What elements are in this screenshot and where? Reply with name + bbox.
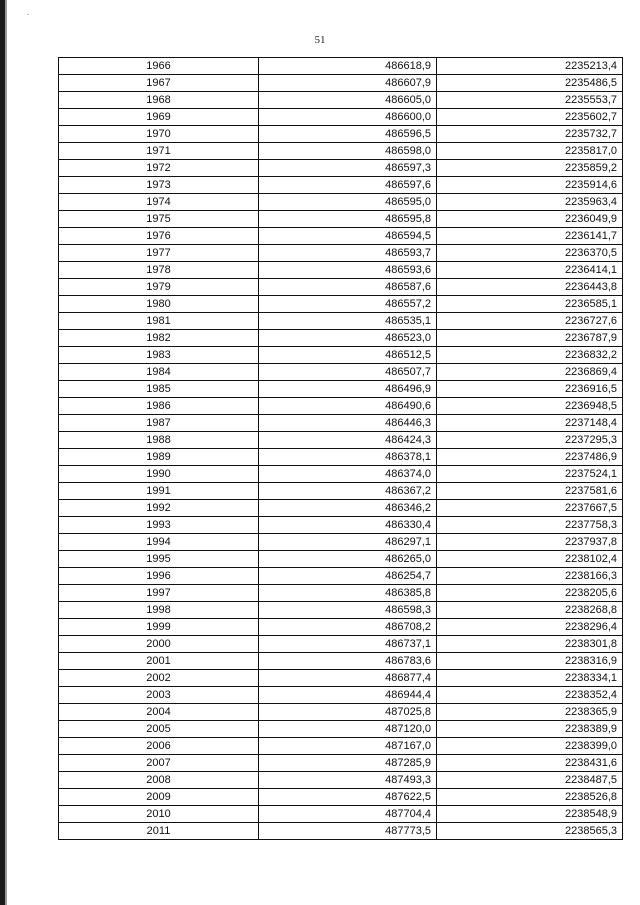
year-cell: 1987 <box>59 415 259 432</box>
table-row <box>59 381 623 398</box>
table-row <box>59 789 623 806</box>
value-b-cell: 2235486,5 <box>437 75 623 92</box>
year-cell: 2002 <box>59 670 259 687</box>
value-a-cell: 486597,3 <box>259 160 437 177</box>
table-row <box>59 704 623 721</box>
year-cell: 1992 <box>59 500 259 517</box>
year-cell: 1993 <box>59 517 259 534</box>
value-a-cell: 486877,4 <box>259 670 437 687</box>
value-b-cell: 2238268,8 <box>437 602 623 619</box>
value-a-cell: 486385,8 <box>259 585 437 602</box>
value-b-cell: 2238102,4 <box>437 551 623 568</box>
table-body <box>59 58 623 840</box>
year-cell: 2004 <box>59 704 259 721</box>
value-b-cell: 2235817,0 <box>437 143 623 160</box>
value-a-cell: 486587,6 <box>259 279 437 296</box>
table-row <box>59 398 623 415</box>
year-cell: 2007 <box>59 755 259 772</box>
value-b-cell: 2236916,5 <box>437 381 623 398</box>
year-cell: 1967 <box>59 75 259 92</box>
table-row <box>59 143 623 160</box>
year-cell: 1988 <box>59 432 259 449</box>
value-a-cell: 486297,1 <box>259 534 437 551</box>
table-row <box>59 449 623 466</box>
value-b-cell: 2237667,5 <box>437 500 623 517</box>
value-a-cell: 487622,5 <box>259 789 437 806</box>
table-row <box>59 721 623 738</box>
value-b-cell: 2237758,3 <box>437 517 623 534</box>
year-cell: 2008 <box>59 772 259 789</box>
value-a-cell: 486598,3 <box>259 602 437 619</box>
table-row <box>59 109 623 126</box>
value-a-cell: 486535,1 <box>259 313 437 330</box>
value-b-cell: 2235602,7 <box>437 109 623 126</box>
value-b-cell: 2236948,5 <box>437 398 623 415</box>
value-a-cell: 487025,8 <box>259 704 437 721</box>
value-b-cell: 2236727,6 <box>437 313 623 330</box>
value-a-cell: 486607,9 <box>259 75 437 92</box>
value-b-cell: 2238301,8 <box>437 636 623 653</box>
table-row <box>59 432 623 449</box>
value-b-cell: 2236585,1 <box>437 296 623 313</box>
value-b-cell: 2235553,7 <box>437 92 623 109</box>
value-b-cell: 2237148,4 <box>437 415 623 432</box>
value-a-cell: 487120,0 <box>259 721 437 738</box>
value-a-cell: 486490,6 <box>259 398 437 415</box>
value-a-cell: 487493,3 <box>259 772 437 789</box>
year-cell: 1970 <box>59 126 259 143</box>
value-b-cell: 2238334,1 <box>437 670 623 687</box>
year-cell: 1968 <box>59 92 259 109</box>
table-row <box>59 687 623 704</box>
table-row <box>59 262 623 279</box>
value-a-cell: 486557,2 <box>259 296 437 313</box>
table-row <box>59 500 623 517</box>
table-row <box>59 347 623 364</box>
value-b-cell: 2235963,4 <box>437 194 623 211</box>
value-a-cell: 486737,1 <box>259 636 437 653</box>
table-row <box>59 653 623 670</box>
value-a-cell: 486254,7 <box>259 568 437 585</box>
table-row <box>59 483 623 500</box>
table-row <box>59 279 623 296</box>
value-a-cell: 486330,4 <box>259 517 437 534</box>
value-a-cell: 486944,4 <box>259 687 437 704</box>
table-row <box>59 823 623 840</box>
year-cell: 1966 <box>59 58 259 75</box>
table-row <box>59 228 623 245</box>
value-b-cell: 2238296,4 <box>437 619 623 636</box>
table-row <box>59 755 623 772</box>
table-row <box>59 619 623 636</box>
value-a-cell: 486783,6 <box>259 653 437 670</box>
year-cell: 1975 <box>59 211 259 228</box>
value-a-cell: 486600,0 <box>259 109 437 126</box>
value-a-cell: 486597,6 <box>259 177 437 194</box>
table-row <box>59 534 623 551</box>
year-cell: 1990 <box>59 466 259 483</box>
value-b-cell: 2235213,4 <box>437 58 623 75</box>
value-b-cell: 2236370,5 <box>437 245 623 262</box>
table-row <box>59 636 623 653</box>
year-cell: 1978 <box>59 262 259 279</box>
value-a-cell: 487167,0 <box>259 738 437 755</box>
year-cell: 1972 <box>59 160 259 177</box>
value-b-cell: 2235732,7 <box>437 126 623 143</box>
value-b-cell: 2236832,2 <box>437 347 623 364</box>
year-cell: 1981 <box>59 313 259 330</box>
year-cell: 1985 <box>59 381 259 398</box>
table-row <box>59 568 623 585</box>
value-a-cell: 486596,5 <box>259 126 437 143</box>
value-a-cell: 486367,2 <box>259 483 437 500</box>
table-row <box>59 738 623 755</box>
table-row <box>59 211 623 228</box>
table-row <box>59 58 623 75</box>
page-number: 51 <box>314 34 326 46</box>
table-row <box>59 551 623 568</box>
value-b-cell: 2238548,9 <box>437 806 623 823</box>
year-cell: 1989 <box>59 449 259 466</box>
value-a-cell: 486496,9 <box>259 381 437 398</box>
year-cell: 1977 <box>59 245 259 262</box>
table-row <box>59 364 623 381</box>
value-b-cell: 2238365,9 <box>437 704 623 721</box>
table-row <box>59 585 623 602</box>
year-cell: 1976 <box>59 228 259 245</box>
value-b-cell: 2236443,8 <box>437 279 623 296</box>
value-b-cell: 2238399,0 <box>437 738 623 755</box>
value-b-cell: 2236414,1 <box>437 262 623 279</box>
year-cell: 1997 <box>59 585 259 602</box>
value-a-cell: 487704,4 <box>259 806 437 823</box>
year-cell: 2006 <box>59 738 259 755</box>
year-cell: 2010 <box>59 806 259 823</box>
value-a-cell: 486446,3 <box>259 415 437 432</box>
table-row <box>59 126 623 143</box>
value-a-cell: 486346,2 <box>259 500 437 517</box>
table-row <box>59 806 623 823</box>
table-row <box>59 75 623 92</box>
data-table <box>58 57 623 840</box>
value-b-cell: 2236787,9 <box>437 330 623 347</box>
table-row <box>59 602 623 619</box>
year-cell: 1979 <box>59 279 259 296</box>
year-cell: 1986 <box>59 398 259 415</box>
year-cell: 1983 <box>59 347 259 364</box>
table-row <box>59 517 623 534</box>
year-cell: 2009 <box>59 789 259 806</box>
value-a-cell: 486708,2 <box>259 619 437 636</box>
value-b-cell: 2235859,2 <box>437 160 623 177</box>
scan-speck <box>27 14 29 15</box>
year-cell: 1999 <box>59 619 259 636</box>
year-cell: 1982 <box>59 330 259 347</box>
value-b-cell: 2236869,4 <box>437 364 623 381</box>
table-row <box>59 466 623 483</box>
value-a-cell: 486265,0 <box>259 551 437 568</box>
value-a-cell: 486523,0 <box>259 330 437 347</box>
year-cell: 1984 <box>59 364 259 381</box>
year-cell: 1969 <box>59 109 259 126</box>
year-cell: 2000 <box>59 636 259 653</box>
table-row <box>59 92 623 109</box>
value-a-cell: 486595,8 <box>259 211 437 228</box>
value-b-cell: 2237295,3 <box>437 432 623 449</box>
year-cell: 1998 <box>59 602 259 619</box>
year-cell: 1971 <box>59 143 259 160</box>
value-a-cell: 486374,0 <box>259 466 437 483</box>
value-b-cell: 2238352,4 <box>437 687 623 704</box>
value-a-cell: 486598,0 <box>259 143 437 160</box>
value-b-cell: 2238166,3 <box>437 568 623 585</box>
table-row <box>59 772 623 789</box>
table-row <box>59 330 623 347</box>
value-a-cell: 486378,1 <box>259 449 437 466</box>
year-cell: 2011 <box>59 823 259 840</box>
value-a-cell: 486593,6 <box>259 262 437 279</box>
value-a-cell: 487285,9 <box>259 755 437 772</box>
value-b-cell: 2238526,8 <box>437 789 623 806</box>
value-a-cell: 486595,0 <box>259 194 437 211</box>
year-cell: 1974 <box>59 194 259 211</box>
year-cell: 1991 <box>59 483 259 500</box>
year-cell: 1980 <box>59 296 259 313</box>
year-cell: 2003 <box>59 687 259 704</box>
table-row <box>59 245 623 262</box>
year-cell: 1973 <box>59 177 259 194</box>
value-a-cell: 486618,9 <box>259 58 437 75</box>
scan-border-shadow <box>5 0 7 905</box>
value-b-cell: 2238205,6 <box>437 585 623 602</box>
value-b-cell: 2238487,5 <box>437 772 623 789</box>
value-b-cell: 2237486,9 <box>437 449 623 466</box>
value-b-cell: 2237581,6 <box>437 483 623 500</box>
value-a-cell: 487773,5 <box>259 823 437 840</box>
table-row <box>59 160 623 177</box>
year-cell: 1994 <box>59 534 259 551</box>
value-b-cell: 2238389,9 <box>437 721 623 738</box>
value-b-cell: 2235914,6 <box>437 177 623 194</box>
value-a-cell: 486593,7 <box>259 245 437 262</box>
value-a-cell: 486512,5 <box>259 347 437 364</box>
year-cell: 2005 <box>59 721 259 738</box>
value-b-cell: 2238431,6 <box>437 755 623 772</box>
year-cell: 1995 <box>59 551 259 568</box>
value-b-cell: 2236141,7 <box>437 228 623 245</box>
value-a-cell: 486605,0 <box>259 92 437 109</box>
value-b-cell: 2237524,1 <box>437 466 623 483</box>
table-row <box>59 670 623 687</box>
value-b-cell: 2237937,8 <box>437 534 623 551</box>
value-b-cell: 2238565,3 <box>437 823 623 840</box>
value-b-cell: 2236049,9 <box>437 211 623 228</box>
value-a-cell: 486594,5 <box>259 228 437 245</box>
table-row <box>59 313 623 330</box>
table-row <box>59 194 623 211</box>
value-a-cell: 486424,3 <box>259 432 437 449</box>
value-a-cell: 486507,7 <box>259 364 437 381</box>
table-row <box>59 415 623 432</box>
table-row <box>59 296 623 313</box>
table-row <box>59 177 623 194</box>
value-b-cell: 2238316,9 <box>437 653 623 670</box>
year-cell: 1996 <box>59 568 259 585</box>
year-cell: 2001 <box>59 653 259 670</box>
